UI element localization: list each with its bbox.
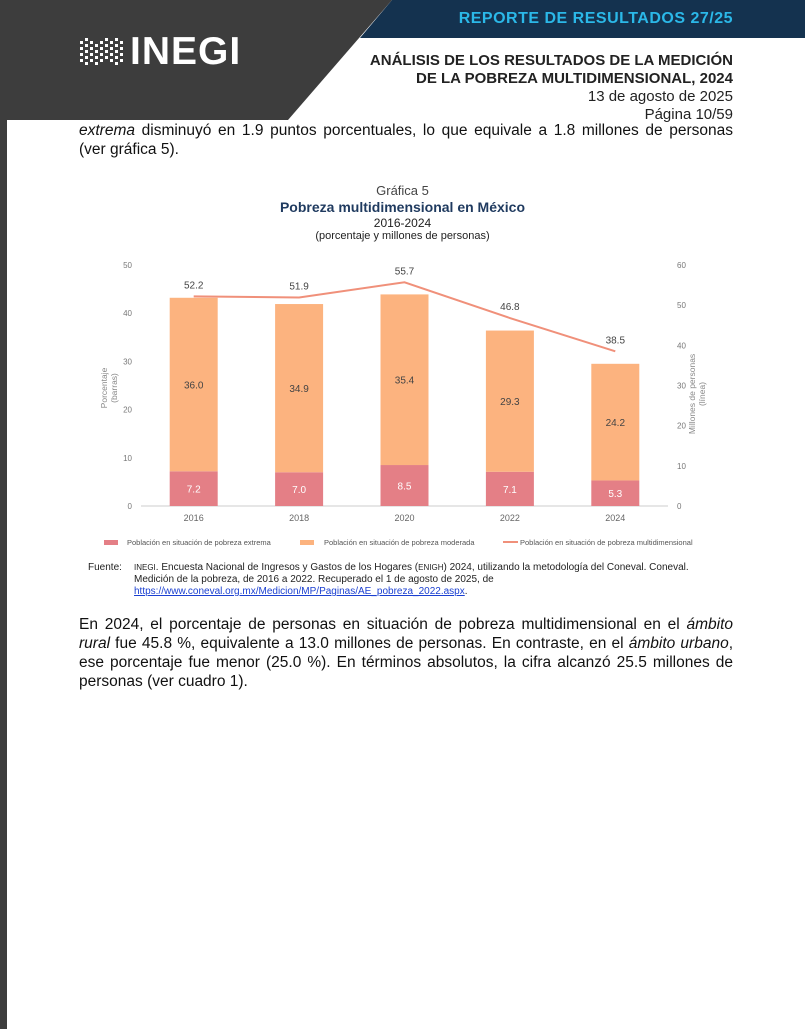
header-meta	[370, 52, 733, 124]
line-data-label: 52.2	[183, 280, 204, 292]
bar-extrema-label: 5.3	[608, 489, 623, 501]
x-tick-label: 2024	[605, 513, 626, 523]
source-text-1: . Encuesta Nacional de Ingresos y Gastos de los Hogares (	[155, 562, 419, 573]
page-number: Página 10/59	[644, 106, 733, 123]
source-tail: .	[464, 586, 468, 597]
bar-extrema-label: 7.0	[292, 485, 307, 497]
source-enigh: ENIGH	[418, 563, 444, 572]
legend-swatch-extrema	[104, 540, 118, 545]
bar-moderada-label: 36.0	[183, 380, 204, 392]
y-tick-label: 50	[123, 261, 132, 270]
y-axis-title: Porcentaje	[99, 367, 109, 409]
legend-label-multidimensional: Población en situación de pobreza multidimensional	[520, 538, 693, 547]
bar-moderada-label: 24.2	[605, 418, 626, 430]
figure-units: (porcentaje y millones de personas)	[315, 230, 490, 242]
y2-tick-label: 40	[677, 341, 686, 351]
y2-tick-label: 20	[677, 421, 686, 431]
body-text-1: En 2024, el porcentaje de personas en situación de pobreza multidimensional en el	[79, 616, 687, 633]
line-data-label: 55.7	[394, 266, 415, 278]
y-tick-label: 40	[123, 309, 132, 319]
bar-extrema-label: 7.1	[502, 484, 517, 496]
legend-label-extrema: Población en situación de pobreza extrema	[127, 538, 271, 547]
bar-extrema-label: 7.2	[186, 484, 201, 496]
body-text-2: fue 45.8 %, equivalente a 13.0 millones de personas. En contraste, en el	[110, 635, 629, 652]
line-data-label: 51.9	[289, 281, 309, 293]
inegi-logo-text: INEGI	[130, 30, 242, 73]
analysis-title-line-1: ANÁLISIS DE LOS RESULTADOS DE LA MEDICIÓN	[369, 52, 733, 69]
report-date: 13 de agosto de 2025	[587, 88, 733, 105]
bar-moderada-label: 29.3	[500, 397, 520, 409]
y-tick-label: 0	[127, 502, 132, 511]
bar-moderada-label: 34.9	[289, 384, 309, 396]
x-tick-label: 2020	[394, 513, 415, 523]
body-text-3: , ese porcentaje fue menor (25.0 %). En términos absolutos, la cifra alcanzó 25.5 millones de personas (ver cuadro 1).	[79, 635, 734, 690]
y2-tick-label: 0	[677, 502, 682, 511]
body-italic-rural: ámbito rural	[79, 616, 733, 652]
y2-tick-label: 50	[677, 301, 686, 311]
line-data-label: 38.5	[605, 335, 626, 347]
x-tick-label: 2022	[499, 513, 520, 523]
inegi-logo	[80, 30, 241, 74]
y-tick-label: 20	[123, 405, 132, 415]
poverty-chart	[0, 240, 805, 560]
source-label: Fuente:	[88, 562, 122, 573]
intro-text: disminuyó en 1.9 puntos porcentuales, lo que equivale a 1.8 millones de personas (ver gráfica 5).	[79, 122, 733, 158]
figure-title: Pobreza multidimensional en México	[279, 199, 526, 215]
y2-axis-subtitle: (línea)	[697, 381, 707, 407]
legend-label-moderada: Población en situación de pobreza moderada	[324, 538, 475, 547]
y2-axis-title: Millones de personas	[687, 353, 697, 435]
line-data-label: 46.8	[500, 302, 520, 314]
body-italic-urbano: ámbito urbano	[628, 635, 729, 652]
x-tick-label: 2016	[183, 513, 204, 523]
inegi-logo-icon	[80, 35, 124, 69]
figure-period: 2016-2024	[373, 216, 432, 230]
source-inegi: INEGI	[134, 563, 156, 572]
y-tick-label: 10	[123, 453, 132, 463]
y-axis-subtitle: (barras)	[109, 373, 119, 403]
source-text-2: ) 2024, utilizando la metodología del Coneval. Coneval. Medición de la pobreza, de 2016 a 2022. Recuperado el 1 de agosto de 2025, de	[134, 562, 689, 585]
body-paragraph	[79, 615, 733, 691]
y2-tick-label: 10	[677, 461, 686, 471]
y-tick-label: 30	[123, 357, 132, 367]
bar-extrema-label: 8.5	[397, 481, 412, 493]
legend-swatch-moderada	[300, 540, 314, 545]
bar-moderada-label: 35.4	[394, 375, 415, 387]
x-tick-label: 2018	[289, 513, 310, 523]
source-link[interactable]: https://www.coneval.org.mx/Medicion/MP/Paginas/AE_pobreza_2022.aspx	[134, 586, 465, 597]
figure-source	[88, 562, 708, 598]
source-text	[134, 562, 708, 598]
figure-label: Gráfica 5	[376, 183, 429, 198]
y2-tick-label: 30	[677, 381, 686, 391]
analysis-title-line-2: DE LA POBREZA MULTIDIMENSIONAL, 2024	[416, 70, 733, 87]
y2-tick-label: 60	[677, 261, 686, 270]
intro-paragraph	[79, 121, 733, 159]
intro-italic: extrema	[79, 122, 135, 139]
report-title: REPORTE DE RESULTADOS 27/25	[458, 10, 733, 27]
